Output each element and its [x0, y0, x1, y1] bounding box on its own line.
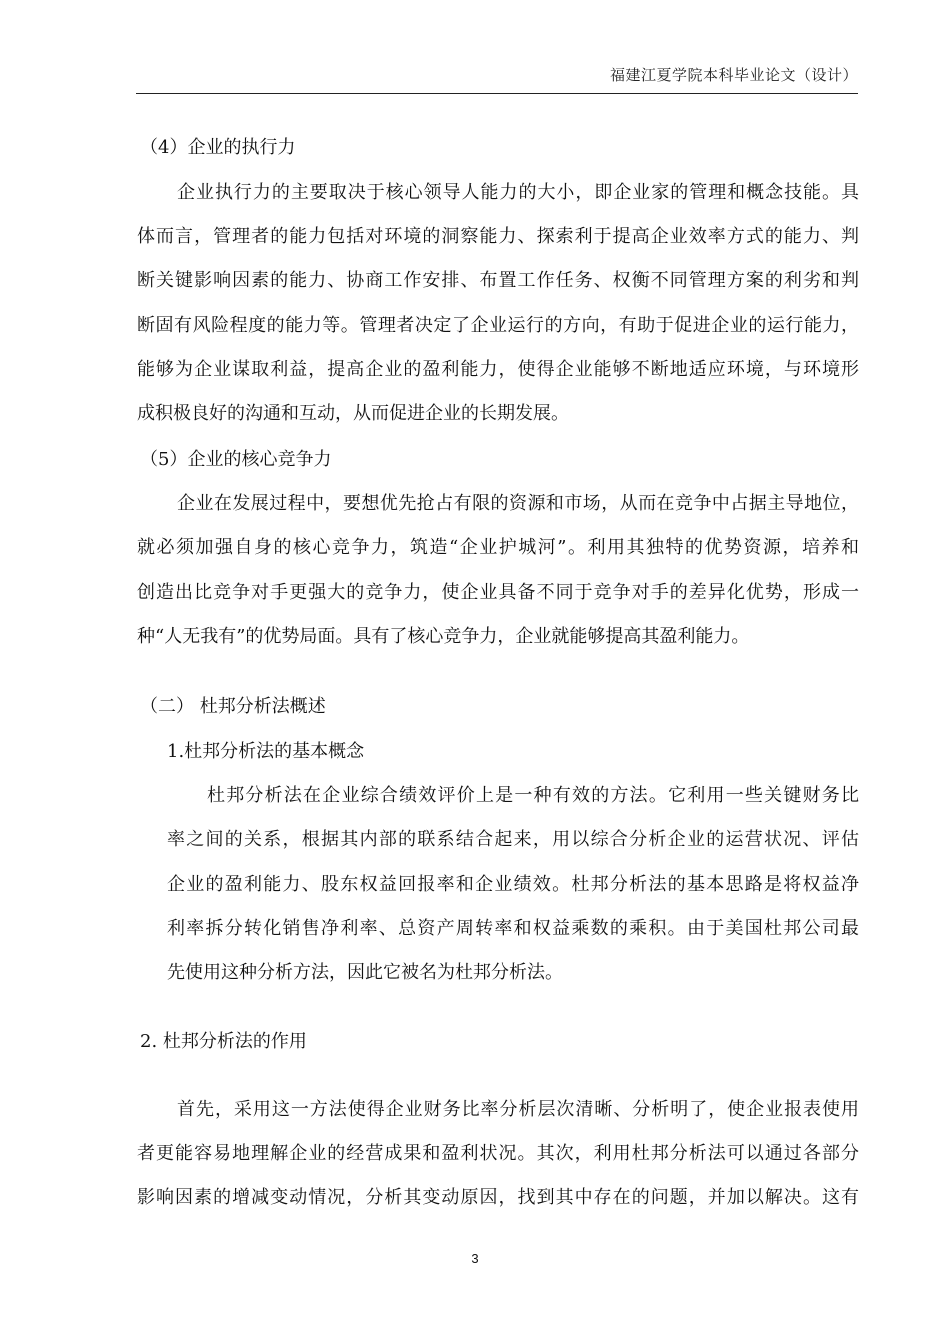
paragraph-line: 能够为企业谋取利益，提高企业的盈利能力，使得企业能够不断地适应环境，与环境形 [137, 359, 859, 380]
subheading-dupont-concept: 1.杜邦分析法的基本概念 [167, 741, 365, 762]
heading-core-competence: （5）企业的核心竞争力 [140, 449, 332, 470]
header-rule [136, 93, 858, 94]
paragraph-line: 企业在发展过程中，要想优先抢占有限的资源和市场，从而在竞争中占据主导地位， [177, 493, 859, 514]
section-heading-dupont: （二） 杜邦分析法概述 [140, 696, 326, 717]
paragraph-line: 体而言，管理者的能力包括对环境的洞察能力、探索利于提高企业效率方式的能力、判 [137, 226, 859, 247]
paragraph-line: 者更能容易地理解企业的经营成果和盈利状况。其次，利用杜邦分析法可以通过各部分 [137, 1143, 859, 1164]
paragraph-line: 种“人无我有”的优势局面。具有了核心竞争力，企业就能够提高其盈利能力。 [137, 626, 750, 647]
paragraph-line: 成积极良好的沟通和互动，从而促进企业的长期发展。 [137, 403, 569, 424]
paragraph-line: 断关键影响因素的能力、协商工作安排、布置工作任务、权衡不同管理方案的利劣和判 [137, 270, 859, 291]
paragraph-line: 率之间的关系，根据其内部的联系结合起来，用以综合分析企业的运营状况、评估 [167, 829, 859, 850]
page-number: 3 [471, 1251, 479, 1266]
paragraph-line: 企业执行力的主要取决于核心领导人能力的大小，即企业家的管理和概念技能。具 [177, 182, 859, 203]
paragraph-line: 利率拆分转化销售净利率、总资产周转率和权益乘数的乘积。由于美国杜邦公司最 [167, 918, 859, 939]
paragraph-line: 断固有风险程度的能力等。管理者决定了企业运行的方向，有助于促进企业的运行能力， [137, 315, 859, 336]
paragraph-line: 首先，采用这一方法使得企业财务比率分析层次清晰、分析明了，使企业报表使用 [177, 1099, 859, 1120]
paragraph-line: 杜邦分析法在企业综合绩效评价上是一种有效的方法。它利用一些关键财务比 [207, 785, 859, 806]
paragraph-line: 影响因素的增减变动情况，分析其变动原因，找到其中存在的问题，并加以解决。这有 [137, 1187, 859, 1208]
paragraph-line: 创造出比竞争对手更强大的竞争力，使企业具备不同于竞争对手的差异化优势，形成一 [137, 582, 859, 603]
subheading-dupont-role: 2. 杜邦分析法的作用 [140, 1031, 307, 1052]
paragraph-line: 就必须加强自身的核心竞争力，筑造“企业护城河”。利用其独特的优势资源，培养和 [137, 537, 859, 558]
heading-execution: （4）企业的执行力 [140, 137, 296, 158]
paragraph-line: 先使用这种分析方法，因此它被名为杜邦分析法。 [167, 962, 563, 983]
running-header: 福建江夏学院本科毕业论文（设计） [609, 66, 858, 84]
paragraph-line: 企业的盈利能力、股东权益回报率和企业绩效。杜邦分析法的基本思路是将权益净 [167, 874, 859, 895]
